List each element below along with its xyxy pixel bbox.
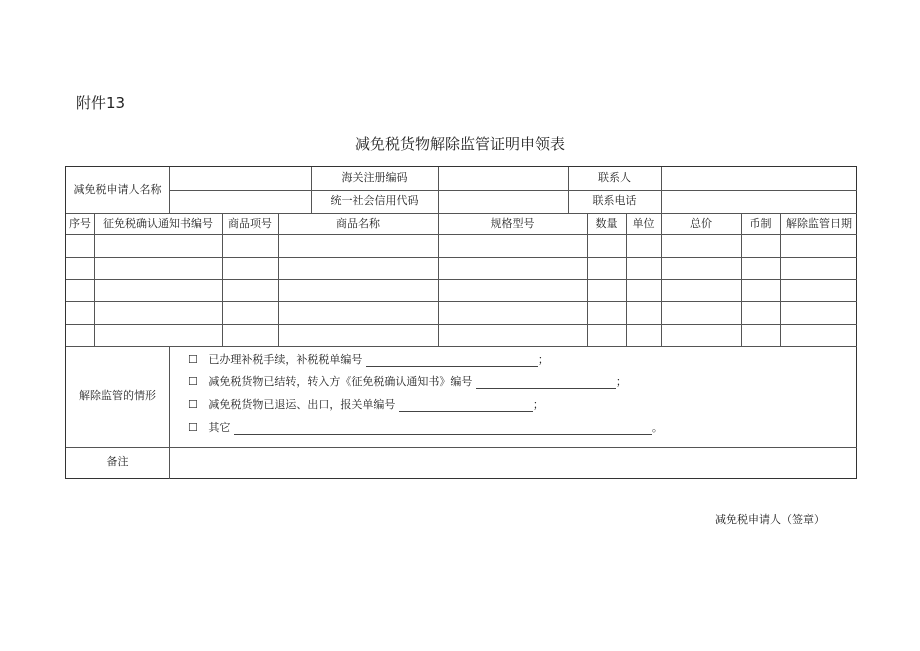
applicant-name-label: 减免税申请人名称 (73, 183, 162, 196)
attachment-label: 附件13 (76, 94, 126, 112)
notice-number-field[interactable] (476, 378, 616, 389)
row-divider (66, 213, 857, 214)
row-divider (66, 346, 857, 347)
contact-person-label: 联系人 (598, 171, 631, 184)
row-divider (66, 257, 857, 258)
option-transferred (188, 375, 627, 389)
col-divider (661, 213, 662, 346)
col-header-serial: 序号 (69, 217, 91, 230)
option-end-punct: ； (532, 398, 544, 411)
col-divider (626, 213, 627, 346)
option-other (188, 421, 663, 435)
col-divider (438, 213, 439, 346)
credit-code-field[interactable] (439, 191, 567, 212)
col-header-notice-number: 征免税确认通知书编号 (103, 217, 213, 230)
credit-code-label: 统一社会信用代码 (330, 194, 419, 207)
option-end-punct: 。 (651, 421, 663, 434)
col-divider (222, 213, 223, 346)
option-end-punct: ； (537, 353, 549, 366)
col-header-total-price: 总价 (690, 217, 712, 230)
application-form-table (65, 166, 857, 479)
col-divider (587, 213, 588, 346)
row-divider (66, 279, 857, 280)
col-header-specification: 规格型号 (490, 217, 535, 230)
option-tax-paid (188, 353, 549, 367)
declaration-number-field[interactable] (399, 401, 533, 412)
col-header-quantity: 数量 (595, 217, 618, 230)
row-divider (66, 324, 857, 325)
row-divider (66, 301, 857, 302)
option-text: 减免税货物已结转，转入方《征免税确认通知书》编号 (208, 375, 473, 388)
customs-code-field[interactable] (439, 168, 567, 189)
signature-label: 减免税申请人（签章） (715, 513, 825, 526)
col-divider (94, 213, 95, 346)
row-divider (66, 234, 857, 235)
checkbox-icon[interactable]: ☐ (188, 375, 198, 388)
other-reason-field[interactable] (234, 424, 652, 435)
col-header-goods-name: 商品名称 (336, 217, 380, 230)
remarks-field[interactable] (170, 448, 856, 478)
contact-phone-label: 联系电话 (592, 194, 637, 207)
contact-phone-field[interactable] (662, 191, 856, 212)
release-situation-label: 解除监管的情形 (79, 389, 156, 402)
checkbox-icon[interactable]: ☐ (188, 421, 198, 434)
option-text: 减免税货物已退运、出口，报关单编号 (208, 398, 396, 411)
option-returned-exported (188, 398, 544, 412)
col-header-release-date: 解除监管日期 (786, 217, 852, 230)
customs-code-label: 海关注册编码 (341, 171, 408, 184)
remarks-label: 备注 (106, 455, 129, 468)
option-end-punct: ； (615, 375, 627, 388)
tax-bill-number-field[interactable] (366, 356, 538, 367)
option-text: 其它 (208, 421, 231, 434)
option-text: 已办理补税手续，补税税单编号 (208, 353, 363, 366)
col-divider (780, 213, 781, 346)
col-header-currency: 币制 (749, 217, 772, 230)
col-divider (741, 213, 742, 346)
applicant-name-field[interactable] (170, 168, 310, 212)
form-title: 减免税货物解除监管证明申领表 (354, 135, 565, 153)
col-header-item-number: 商品项号 (228, 217, 272, 230)
checkbox-icon[interactable]: ☐ (188, 353, 198, 366)
col-divider (278, 213, 279, 346)
contact-person-field[interactable] (662, 168, 856, 189)
col-header-unit: 单位 (632, 217, 655, 230)
checkbox-icon[interactable]: ☐ (188, 398, 198, 411)
